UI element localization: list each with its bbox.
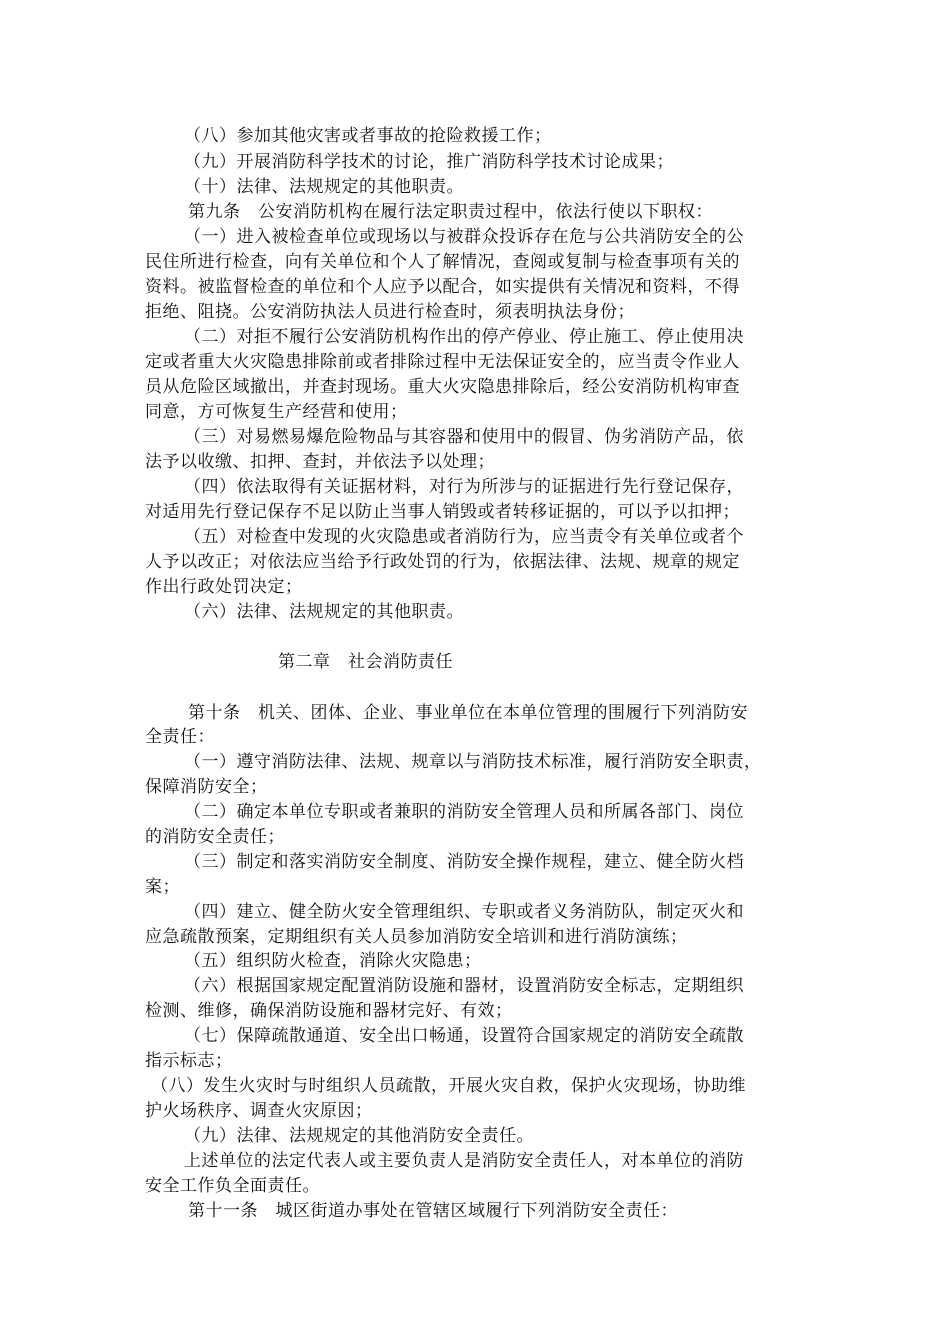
text-line: （七）保障疏散通道、安全出口畅通，设置符合国家规定的消防安全疏散 [184, 1026, 744, 1046]
text-line: 上述单位的法定代表人或主要负责人是消防安全责任人，对本单位的消防 [184, 1151, 744, 1171]
text-line: 员从危险区域撤出，并查封现场。重大火灾隐患排除后，经公安消防机构审查 [145, 377, 740, 397]
text-line: （九）法律、法规规定的其他消防安全责任。 [184, 1126, 534, 1146]
text-line: （三）制定和落实消防安全制度、消防安全操作规程，建立、健全防火档 [184, 852, 744, 872]
text-line: （八）参加其他灾害或者事故的抢险救援工作； [184, 126, 552, 146]
text-line: （四）依法取得有关证据材料，对行为所涉与的证据进行先行登记保存， [184, 477, 744, 497]
text-line: 案； [145, 877, 180, 897]
text-line: 资料。被监督检查的单位和个人应予以配合，如实提供有关情况和资料，不得 [145, 277, 740, 297]
text-line: （六）法律、法规规定的其他职责。 [184, 602, 464, 622]
text-line: 民住所进行检查，向有关单位和个人了解情况，查阅或复制与检查事项有关的 [145, 252, 740, 272]
text-line: 护火场秩序、调查火灾原因； [145, 1101, 373, 1121]
text-line: 全责任： [145, 727, 215, 747]
text-line: （五）组织防火检查，消除火灾隐患； [184, 951, 482, 971]
text-line: 指示标志； [145, 1051, 233, 1071]
text-line: 的消防安全责任； [145, 827, 285, 847]
text-line: 定或者重大火灾隐患排除前或者排除过程中无法保证安全的，应当责令作业人 [145, 352, 740, 372]
text-line: 同意，方可恢复生产经营和使用； [145, 402, 408, 422]
text-line: （六）根据国家规定配置消防设施和器材，设置消防安全标志，定期组织 [184, 976, 744, 996]
article-11-line: 第十一条 城区街道办事处在管辖区域履行下列消防安全责任： [188, 1201, 678, 1221]
text-line: 应急疏散预案，定期组织有关人员参加消防安全培训和进行消防演练； [145, 927, 688, 947]
chapter-heading: 第二章 社会消防责任 [278, 652, 453, 672]
text-line: （八）发生火灾时与时组织人员疏散，开展火灾自救，保护火灾现场，协助维 [151, 1076, 746, 1096]
text-line: 拒绝、阻挠。公安消防执法人员进行检查时，须表明执法身份； [145, 302, 635, 322]
text-line: （九）开展消防科学技术的讨论，推广消防科学技术讨论成果； [184, 152, 674, 172]
text-line: 作出行政处罚决定； [145, 577, 303, 597]
text-line: （一）遵守消防法律、法规、规章以与消防技术标准，履行消防安全职责， [184, 752, 762, 772]
article-9-line: 第九条 公安消防机构在履行法定职责过程中，依法行使以下职权： [188, 202, 713, 222]
text-line: 保障消防安全； [145, 777, 268, 797]
text-line: （三）对易燃易爆危险物品与其容器和使用中的假冒、伪劣消防产品，依 [184, 427, 744, 447]
text-line: （四）建立、健全防火安全管理组织、专职或者义务消防队，制定灭火和 [184, 902, 744, 922]
text-line: （十）法律、法规规定的其他职责。 [184, 177, 464, 197]
text-line: （二）对拒不履行公安消防机构作出的停产停业、停止施工、停止使用决 [184, 327, 744, 347]
text-line: （二）确定本单位专职或者兼职的消防安全管理人员和所属各部门、岗位 [184, 802, 744, 822]
text-line: （一）进入被检查单位或现场以与被群众投诉存在危与公共消防安全的公 [184, 227, 744, 247]
text-line: 检测、维修，确保消防设施和器材完好、有效； [145, 1001, 513, 1021]
text-line: 人予以改正；对依法应当给予行政处罚的行为，依据法律、法规、规章的规定 [145, 552, 740, 572]
article-10-line: 第十条 机关、团体、企业、事业单位在本单位管理的围履行下列消防安 [188, 703, 748, 723]
text-line: 安全工作负全面责任。 [145, 1176, 320, 1196]
text-line: （五）对检查中发现的火灾隐患或者消防行为，应当责令有关单位或者个 [184, 527, 744, 547]
text-line: 对适用先行登记保存不足以防止当事人销毁或者转移证据的，可以予以扣押； [145, 502, 740, 522]
text-line: 法予以收缴、扣押、查封，并依法予以处理； [145, 452, 495, 472]
